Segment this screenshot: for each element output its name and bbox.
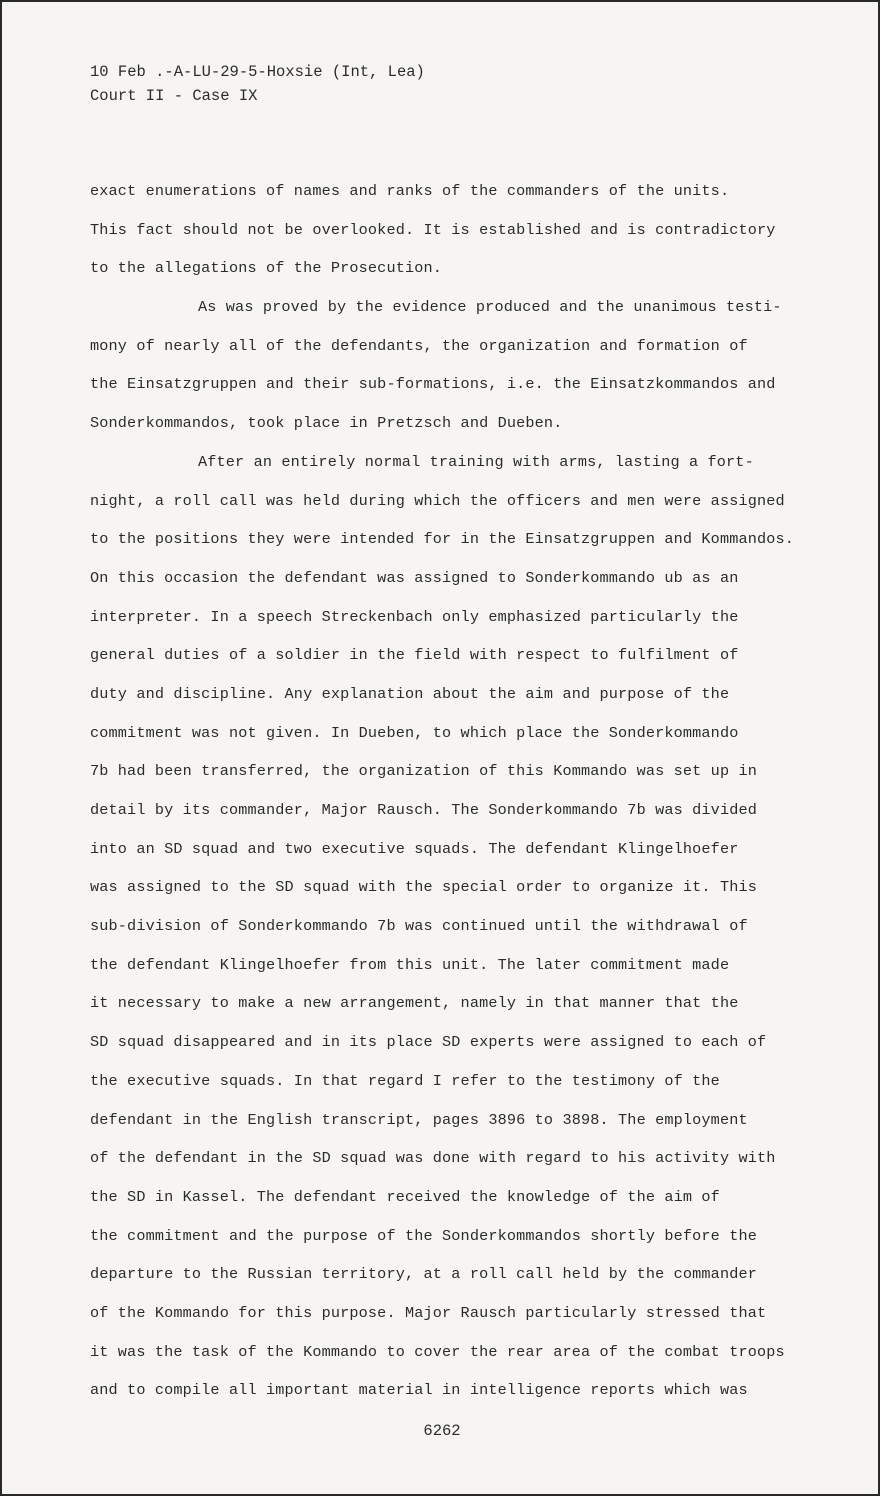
paragraph-start-line: As was proved by the evidence produced and the unanimous testi- — [198, 298, 782, 317]
text-line: exact enumerations of names and ranks of the commanders of the units. — [90, 182, 730, 200]
text-line: general duties of a soldier in the field with respect to fulfilment of — [90, 646, 739, 665]
text-line: On this occasion the defendant was assigned to Sonderkommando ub as an — [90, 568, 739, 587]
page-number: 6262 — [423, 1422, 461, 1440]
text-line: to the allegations of the Prosecution. — [90, 259, 443, 278]
text-line: the SD in Kassel. The defendant received the knowledge of the aim of — [90, 1187, 720, 1206]
header-reference-line: 10 Feb .-A-LU-29-5-Hoxsie (Int, Lea) — [90, 63, 425, 81]
text-line: departure to the Russian territory, at a roll call held by the commander — [90, 1265, 758, 1284]
text-line: mony of nearly all of the defendants, the organization and formation of — [90, 336, 748, 355]
text-line: duty and discipline. Any explanation about the aim and purpose of the — [90, 684, 730, 703]
text-line: the commitment and the purpose of the Sonderkommandos shortly before the — [90, 1226, 758, 1245]
text-line: to the positions they were intended for in the Einsatzgruppen and Kommandos. — [90, 530, 795, 549]
text-line: the defendant Klingelhoefer from this unit. The later commitment made — [90, 955, 730, 974]
text-line: interpreter. In a speech Streckenbach only emphasized particularly the — [90, 607, 739, 626]
text-line: was assigned to the SD squad with the special order to organize it. This — [90, 878, 758, 897]
text-line: of the Kommando for this purpose. Major Rausch particularly stressed that — [90, 1303, 767, 1322]
paragraph-start-line: After an entirely normal training with arms, lasting a fort- — [198, 452, 754, 471]
text-line: the Einsatzgruppen and their sub-formations, i.e. the Einsatzkommandos and — [90, 375, 776, 394]
text-line: 7b had been transferred, the organization of this Kommando was set up in — [90, 762, 758, 781]
text-line: it necessary to make a new arrangement, namely in that manner that the — [90, 994, 739, 1013]
text-line: and to compile all important material in intelligence reports which was — [90, 1381, 748, 1400]
text-line: sub-division of Sonderkommando 7b was continued until the withdrawal of — [90, 917, 748, 936]
header-court-line: Court II - Case IX — [90, 87, 258, 105]
document-header — [90, 60, 425, 108]
text-line: night, a roll call was held during which the officers and men were assigned — [90, 491, 785, 510]
text-line: the executive squads. In that regard I refer to the testimony of the — [90, 1071, 720, 1090]
text-line: into an SD squad and two executive squads. The defendant Klingelhoefer — [90, 839, 739, 858]
text-line: commitment was not given. In Dueben, to which place the Sonderkommando — [90, 723, 739, 742]
text-line: detail by its commander, Major Rausch. The Sonderkommando 7b was divided — [90, 801, 758, 819]
text-line: Sonderkommandos, took place in Pretzsch and Dueben. — [90, 414, 563, 433]
text-line: SD squad disappeared and in its place SD experts were assigned to each of — [90, 1033, 767, 1052]
text-line: This fact should not be overlooked. It is established and is contradictory — [90, 220, 776, 239]
text-line: defendant in the English transcript, pages 3896 to 3898. The employment — [90, 1110, 748, 1129]
text-line: it was the task of the Kommando to cover the rear area of the combat troops — [90, 1342, 785, 1361]
document-body — [90, 172, 830, 1410]
text-line: of the defendant in the SD squad was done with regard to his activity with — [90, 1149, 776, 1168]
